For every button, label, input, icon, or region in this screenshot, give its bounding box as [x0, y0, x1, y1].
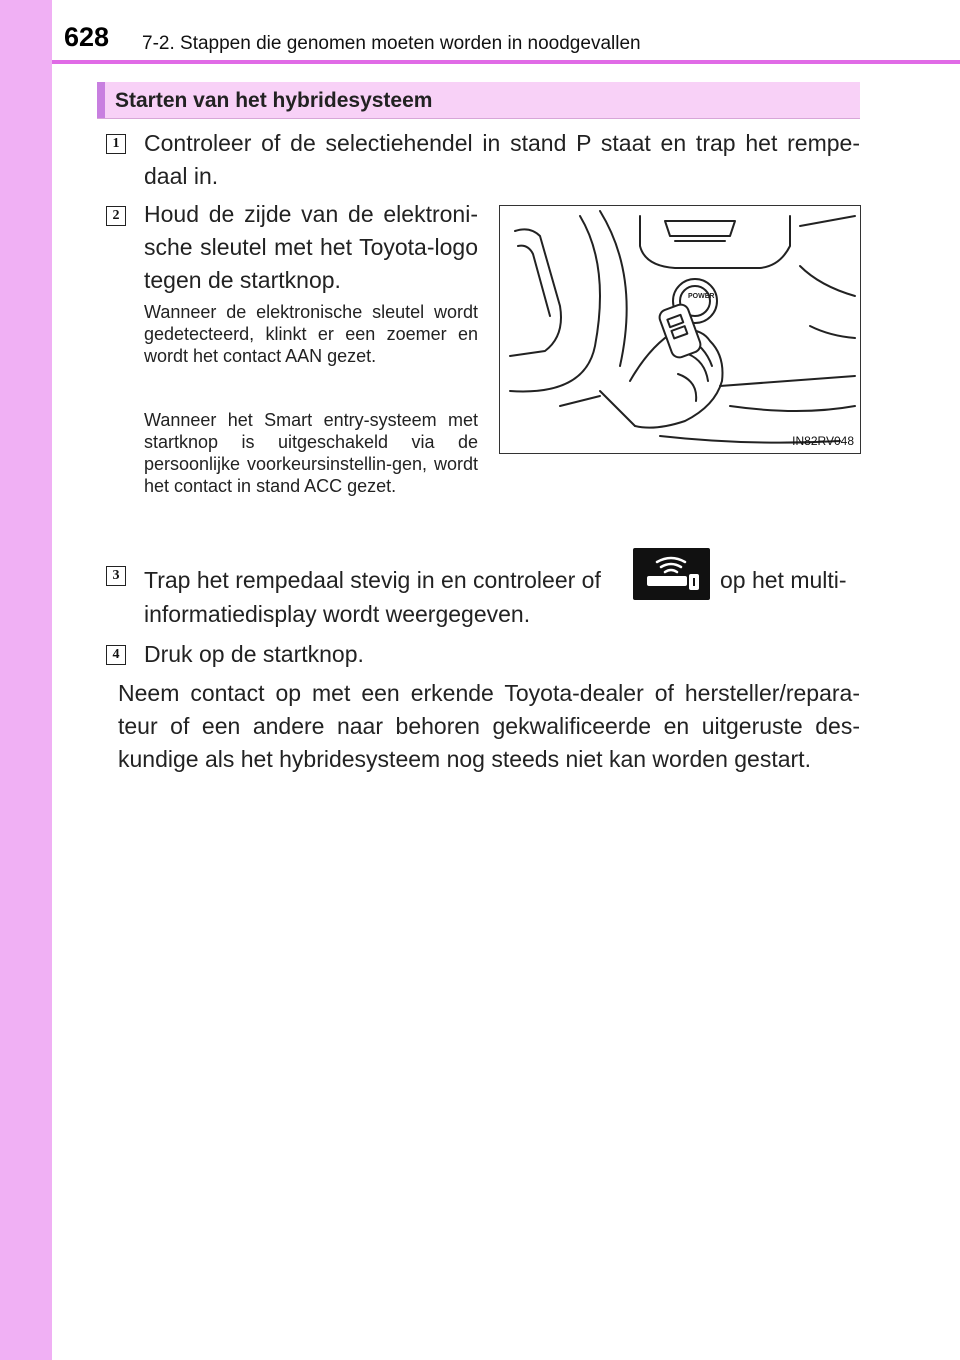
step-3-text-after: op het multi- — [720, 567, 847, 593]
page-number: 628 — [64, 22, 110, 52]
step-number-4: 4 — [106, 645, 126, 665]
hand-key-power-button-drawing — [500, 206, 861, 454]
illustration-code: IN82RV048 — [792, 434, 854, 448]
start-button-illustration — [499, 205, 861, 454]
note-smart-entry-disabled: Wanneer het Smart entry-systeem met startknop is uitgeschakeld via de persoonlijke voorkeursinstellin-gen, wordt het contact in stand ACC gezet. — [144, 410, 478, 496]
step-number-2: 2 — [106, 206, 126, 226]
step-number-1: 1 — [106, 134, 126, 154]
section-accent — [97, 82, 105, 118]
step-2-text: Houd de zijde van de elektroni-sche sleutel met het Toyota-logo tegen de startknop. — [144, 201, 478, 293]
note-key-detected: Wanneer de elektronische sleutel wordt gedetecteerd, klinkt er een zoemer en wordt het contact AAN gezet. — [144, 302, 478, 366]
key-detected-icon — [633, 548, 710, 600]
running-header-title: 7-2. Stappen die genomen moeten worden in noodgevallen — [142, 33, 641, 54]
section-heading-box — [97, 82, 860, 119]
section-title: Starten van het hybridesysteem — [115, 89, 433, 112]
header-rule — [52, 60, 960, 64]
power-button-label: POWER — [688, 293, 715, 300]
step-number-3: 3 — [106, 566, 126, 586]
step-3-text-continued: informatiedisplay wordt weergegeven. — [144, 601, 531, 627]
step-4-text: Druk op de startknop. — [144, 641, 364, 667]
step-3-text-before: Trap het rempedaal stevig in en controleer of — [144, 567, 601, 593]
closing-paragraph: Neem contact op met een erkende Toyota-dealer of hersteller/repara-teur of een andere naar behoren gekwalificeerde en uitgeruste des-kundige als het hybridesysteem nog steeds niet kan worden gestart. — [118, 680, 860, 772]
step-1-text: Controleer of de selectiehendel in stand P staat en trap het rempe-daal in. — [144, 130, 860, 189]
chapter-sidebar — [0, 0, 52, 1360]
